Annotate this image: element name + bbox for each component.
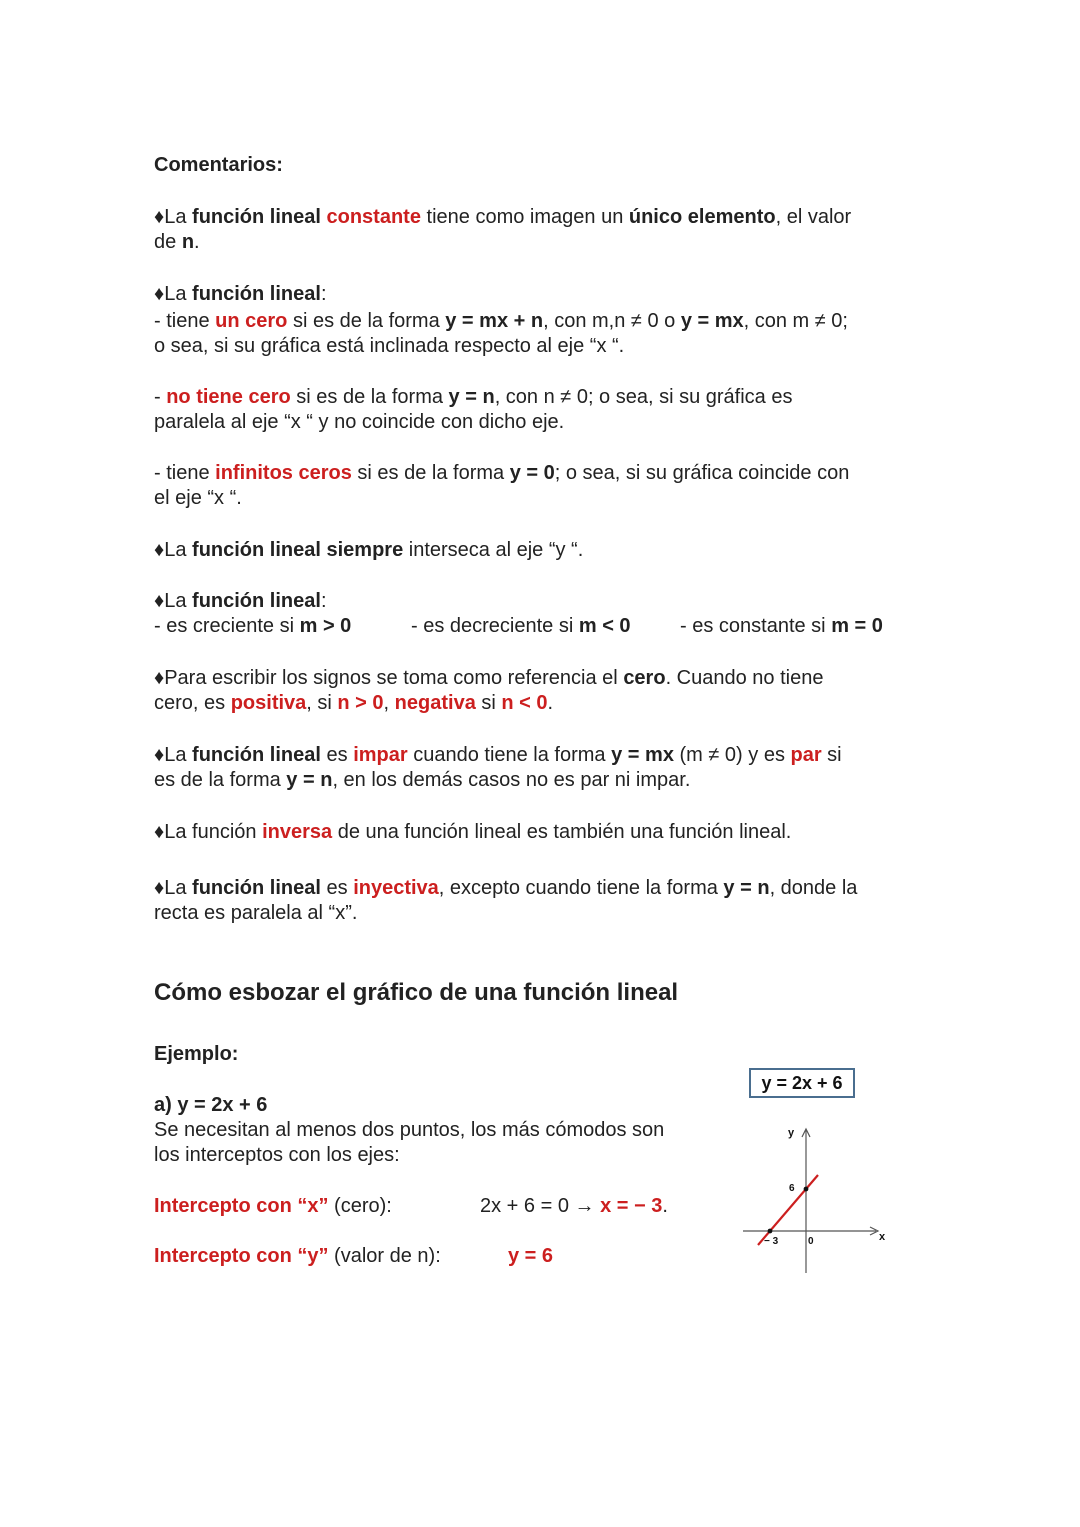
comment-interseca-y: ♦La función lineal siempre interseca al eje “y “.: [154, 539, 584, 561]
comment-constante-line2: de n.: [154, 231, 200, 253]
bullet-icon: ♦: [154, 539, 165, 561]
bullet-icon: ♦: [154, 667, 165, 689]
comment-constante: - es constante si m = 0: [680, 615, 883, 637]
intercepto-y-label: Intercepto con “y” (valor de n):: [154, 1245, 441, 1267]
intercept-point: [804, 1187, 809, 1192]
bullet-icon: ♦: [154, 821, 165, 843]
axis-label-y: y: [788, 1127, 795, 1139]
example-desc-line2: los interceptos con los ejes:: [154, 1144, 400, 1166]
bullet-icon: ♦: [154, 206, 165, 228]
comment-signos-line2: cero, es positiva, si n > 0, negativa si n < 0.: [154, 692, 554, 714]
comment-monotonia-heading: ♦La función lineal:: [154, 590, 327, 612]
ejemplo-label: Ejemplo:: [154, 1043, 239, 1065]
example-desc-line1: Se necesitan al menos dos puntos, los más cómodos son: [154, 1119, 665, 1141]
x-tick-label: 0: [808, 1236, 814, 1247]
comment-signos-line1: ♦Para escribir los signos se toma como referencia el cero. Cuando no tiene: [154, 667, 824, 689]
comment-creciente: - es creciente si m > 0: [154, 615, 352, 637]
intercepto-y-value: y = 6: [508, 1245, 554, 1267]
comment-paridad-line1: ♦La función lineal es impar cuando tiene la forma y = mx (m ≠ 0) y es par si: [154, 744, 842, 766]
comment-inversa: ♦La función inversa de una función lineal es también una función lineal.: [154, 821, 792, 843]
bullet-icon: ♦: [154, 744, 165, 766]
comment-un-cero-line1: - tiene un cero si es de la forma y = mx + n, con m,n ≠ 0 o y = mx, con m ≠ 0;: [154, 310, 848, 332]
comment-infinitos-line2: el eje “x “.: [154, 487, 242, 509]
comentarios-title: Comentarios:: [154, 154, 283, 176]
comment-no-cero-line1: - no tiene cero si es de la forma y = n, con n ≠ 0; o sea, si su gráfica es: [154, 386, 793, 408]
axis-label-x: x: [879, 1231, 886, 1243]
comment-un-cero-line2: o sea, si su gráfica está inclinada respecto al eje “x “.: [154, 335, 625, 357]
example-a-equation: a) y = 2x + 6: [154, 1094, 268, 1116]
intercepto-x-calc: 2x + 6 = 0 → x = − 3.: [480, 1195, 668, 1217]
intercept-point: [768, 1229, 773, 1234]
comment-inyectiva-line2: recta es paralela al “x”.: [154, 902, 358, 924]
series-line: [758, 1175, 818, 1245]
section-heading: Cómo esbozar el gráfico de una función lineal: [154, 979, 679, 1006]
comment-decreciente: - es decreciente si m < 0: [411, 615, 631, 637]
comment-infinitos-line1: - tiene infinitos ceros si es de la forma y = 0; o sea, si su gráfica coincide con: [154, 462, 850, 484]
bullet-icon: ♦: [154, 877, 165, 899]
comment-lineal-heading: ♦La función lineal:: [154, 283, 327, 305]
comment-no-cero-line2: paralela al eje “x “ y no coincide con dicho eje.: [154, 411, 565, 433]
bullet-icon: ♦: [154, 283, 165, 305]
intercepto-x-label: Intercepto con “x” (cero):: [154, 1195, 392, 1217]
comment-constante-line1: ♦La función lineal constante tiene como imagen un único elemento, el valor: [154, 206, 852, 228]
equation-box: y = 2x + 6: [749, 1068, 855, 1098]
bullet-icon: ♦: [154, 590, 165, 612]
comment-inyectiva-line1: ♦La función lineal es inyectiva, excepto cuando tiene la forma y = n, donde la: [154, 877, 858, 899]
y-tick-label: 6: [789, 1183, 795, 1194]
comment-paridad-line2: es de la forma y = n, en los demás casos no es par ni impar.: [154, 769, 691, 791]
function-graph: [728, 1118, 898, 1278]
x-tick-label: − 3: [764, 1236, 779, 1247]
